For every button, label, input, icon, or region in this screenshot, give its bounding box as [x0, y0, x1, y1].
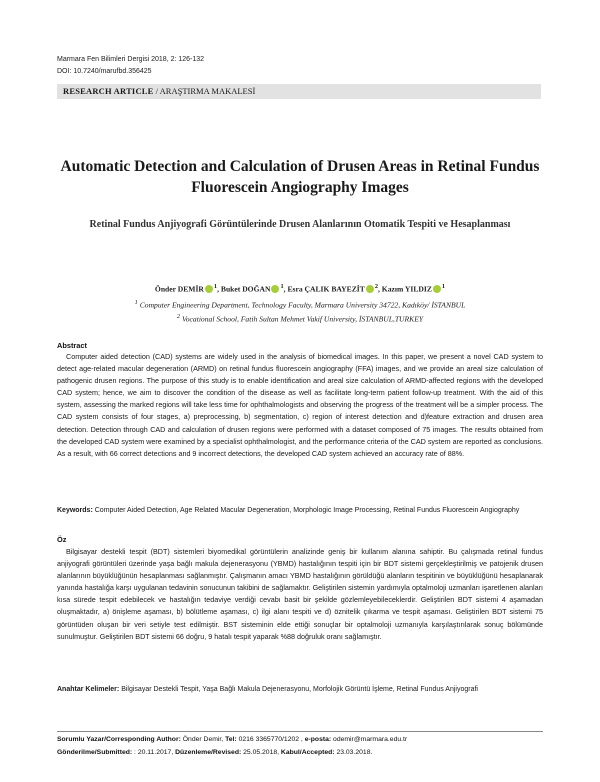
author-sup: 1	[441, 283, 446, 290]
abstract-heading: Abstract	[57, 341, 87, 350]
email-value[interactable]: odemir@marmara.edu.tr	[333, 736, 408, 743]
article-type-en: RESEARCH ARTICLE	[63, 86, 154, 96]
email-label: e-posta:	[304, 736, 332, 743]
keywords-text: Computer Aided Detection, Age Related Macular Degeneration, Morphologic Image Processing, Retinal Fundus Fluorescein Angiography	[94, 507, 520, 514]
author-sup: 1	[280, 283, 284, 290]
accepted-value: 23.03.2018.	[336, 749, 373, 756]
anahtar-label: Anahtar Kelimeler:	[57, 686, 120, 693]
article-type-tr: / ARAŞTIRMA MAKALESİ	[155, 86, 256, 96]
affiliation-sup: 1	[134, 299, 138, 306]
author-name: Önder DEMİR	[154, 284, 204, 294]
corr-name: Önder Demir,	[182, 736, 224, 743]
abstract-body	[57, 351, 543, 460]
affiliation	[60, 313, 540, 324]
orcid-icon[interactable]	[366, 285, 374, 293]
anahtar-kelimeler	[57, 684, 543, 696]
author-sup: 1	[213, 283, 218, 290]
submitted-value: : 20.11.2017,	[134, 749, 174, 756]
submitted-label: Gönderilme/Submitted:	[57, 749, 133, 756]
orcid-icon[interactable]	[271, 285, 279, 293]
footer-divider	[57, 731, 543, 732]
abstract-text: Computer aided detection (CAD) systems are widely used in the analysis of biomedical images. In this paper, we present a novel CAD system to detect age-related macular degeneration (ARMD) on retinal fundus fluorescein angiography (FFA) images, and we provide an areal size calculation of pathogenic drusen regions. The purpose of this study is to enable identification and areal size calculation of ARMD-affected regions with the developed CAD system; hence, we aim to discover the condition of the disease as well as facilitate long-term patient follow-up treatment. With the aid of this system, assessing the marked regions will take less time for ophthalmologists and observing the progress of the treatment will be a simpler process. The CAD system consists of four stages, a) preprocessing, b) segmentation, c) region of interest detection and d)feature extraction and drusen area detection. Detection through CAD and calculation of drusen regions were performed with a dataset composed of 75 images. The results obtained from the developed CAD system were examined by a specialist ophthalmologist, and the performance criteria of the CAD system are reported as conclusions. As a result, with 66 correct detections and 9 incorrect detections, the developed CAD system achieved an accuracy rate of 88%.	[57, 352, 543, 458]
revised-label: Düzenleme/Revised:	[175, 749, 242, 756]
article-type-bar	[57, 84, 541, 99]
anahtar-text: Bilgisayar Destekli Tespit, Yaşa Bağlı Makula Dejenerasyonu, Morfolojik Görüntü İşleme, Retinal Fundus Anjiyografi	[121, 686, 478, 693]
tel-label: Tel:	[225, 736, 237, 743]
corr-label: Sorumlu Yazar/Corresponding Author:	[57, 736, 181, 743]
orcid-icon[interactable]	[205, 285, 213, 293]
revised-value: 25.05.2018,	[243, 749, 280, 756]
keywords-label: Keywords:	[57, 507, 93, 514]
author-list: Önder DEMİR $^1$, Buket DOĞAN $^1$, Esra ÇALIK BAYEZİT $^2$, Kazım YILDIZ $^1$	[154, 283, 446, 294]
author-sup: 2	[374, 283, 378, 290]
submission-dates	[57, 749, 543, 756]
affiliation-text: Vocational School, Fatih Sultan Mehmet Vakif University, İSTANBUL,TURKEY	[181, 314, 424, 324]
tel-value: 0216 3365770/1202 ,	[238, 736, 303, 743]
orcid-icon[interactable]	[433, 285, 441, 293]
affiliation-text: Computer Engineering Department, Technology Faculty, Marmara University 34722, Kadıköy/ İSTANBUL	[139, 300, 466, 310]
oz-body	[57, 546, 543, 643]
corresponding-author	[57, 736, 543, 743]
author-name: Buket DOĞAN	[220, 284, 271, 294]
journal-doi: DOI: 10.7240/marufbd.356425	[57, 68, 152, 75]
accepted-label: Kabul/Accepted:	[280, 749, 335, 756]
author-name: Kazım YILDIZ	[381, 284, 432, 294]
affiliation	[60, 299, 540, 310]
paper-title: Automatic Detection and Calculation of Drusen Areas in Retinal Fundus Fluorescein Angiography Images	[60, 158, 540, 196]
keywords	[57, 505, 543, 517]
journal-citation: Marmara Fen Bilimleri Dergisi 2018, 2: 126-132	[57, 56, 205, 63]
affiliation-sup: 2	[176, 313, 181, 320]
oz-text: Bilgisayar destekli tespit (BDT) sistemleri biyomedikal görüntülerin analizinde geniş bir kullanım alanına sahiptir. Bu çalışmada retinal fundus anjiyografi görüntüleri üzerinde yaşa bağlı makula dejenerasyonu (YBMD) hastalığının tespiti için bir BDT sistemi gerçekleştirilmiş ve patojenik drusen alanlarının büyüklüğünün hesaplanması sağlanmıştır. Çalışmanın amacı YBMD hastalığının görüldüğü alanların tespitinin ve büyüklüğünü hesaplanarak yanında hastalığa karşı uygulanan tedavinin sonucunun takibini de sağlamaktır. Geliştirilen sistemin yardımıyla optalmoloji uzmanları işaretlenen alanları kısa sürede tespit edebilecek ve hastalığın tedaviye verdiği cevabı basit bir şekilde gözlemleyebileceklerdir. Geliştirilen BDT sistemi 4 aşamadan oluşmaktadır, a) önişleme aşaması, b) bölütleme aşaması, c) ilgi alanı tespiti ve d) öznitelik çıkarma ve tespit aşaması. Geliştirilen BDT sistemi 75 görüntüden oluşan bir veri setiyle test edilmiştir. BST sisteminin elde ettiği sonuçlar bir optalmoloji uzmanıyla karşılaştırılarak sonuç bölümünde sunulmuştur. Geliştirilen BDT sistemi 66 doğru, 9 hatalı tespit yaparak %88 doğruluk oranı sağlamıştır.	[57, 547, 543, 641]
author-name: Esra ÇALIK BAYEZİT	[287, 284, 365, 294]
paper-subtitle: Retinal Fundus Anjiyografi Görüntülerinde Drusen Alanlarının Otomatik Tespiti ve Hesaplanması	[89, 219, 511, 230]
oz-heading: Öz	[57, 535, 67, 544]
